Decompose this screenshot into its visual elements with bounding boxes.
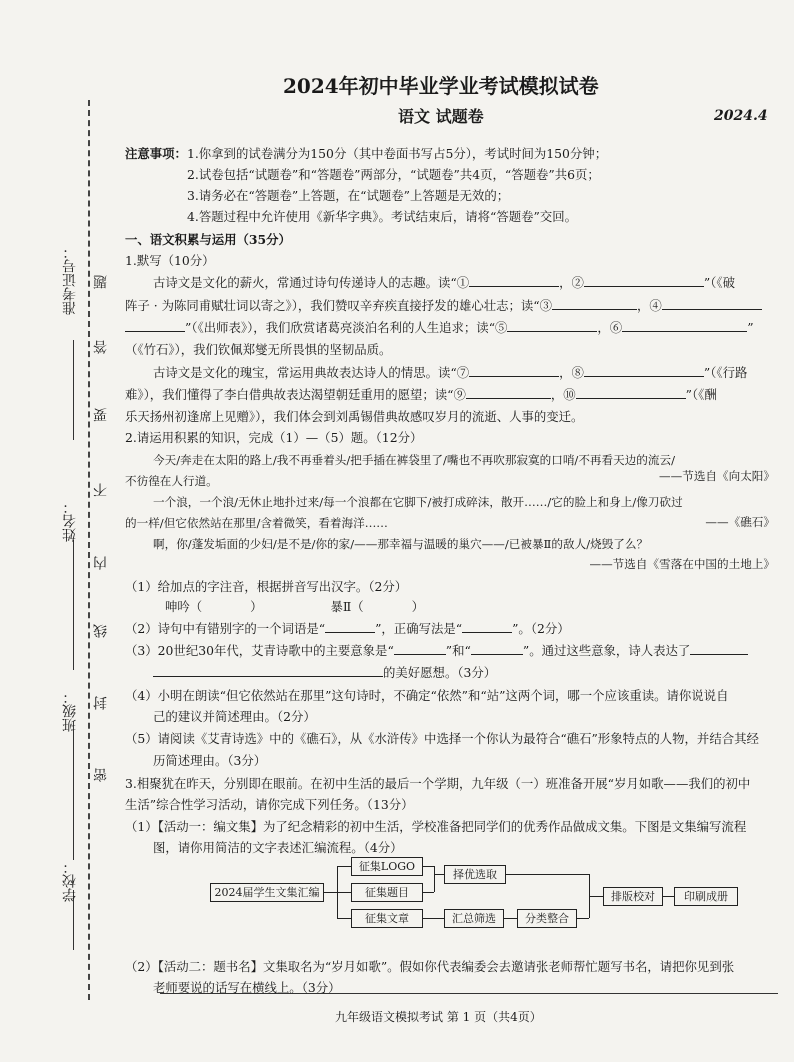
- question-heading: 1.默写（10分）: [125, 253, 215, 268]
- flow-connector: [589, 896, 603, 897]
- flow-proof-box: 排版校对: [603, 887, 663, 906]
- flow-connector: [422, 866, 434, 867]
- dictation-line: 难》），我们懂得了李白借典故表达渴望朝廷重用的愿望；读“⑨ ，⑩ ”（《酬: [125, 387, 717, 402]
- section-heading: 一、语文积累与运用（35分）: [125, 232, 291, 247]
- flow-connector: [337, 866, 351, 867]
- task-line: （1）【活动一：编文集】为了纪念精彩的初中生活，学校准备把同学们的优秀作品做成文集。下图是文集编写流程: [125, 819, 747, 834]
- answer-blank[interactable]: [462, 620, 512, 633]
- dictation-line: （《竹石》），我们钦佩郑燮无所畏惧的坚韧品质。: [125, 342, 392, 357]
- answer-blank[interactable]: [507, 319, 597, 332]
- flow-connector: [337, 918, 351, 919]
- flow-title-box: 征集题目: [351, 883, 423, 902]
- flow-logo-box: 征集LOGO: [351, 857, 423, 876]
- answer-blank[interactable]: [469, 364, 559, 377]
- flow-connector: [576, 918, 589, 919]
- task-line: 老师要说的话写在横线上。（3分）: [153, 980, 341, 995]
- class-label: 班级：: [62, 690, 78, 732]
- flow-connector: [434, 874, 444, 875]
- poem-line: 今天/奔走在太阳的路上/我不再垂着头/把手插在裤袋里了/嘴也不再吹那寂寞的口哨/不再看天边的流云/: [153, 453, 675, 467]
- exam-date: 2024.4: [714, 108, 768, 124]
- seal-char: 题: [93, 275, 109, 289]
- page-footer: 九年级语文模拟考试 第 1 页（共4页）: [335, 1010, 542, 1024]
- answer-blank[interactable]: [325, 620, 375, 633]
- flow-connector: [422, 892, 434, 893]
- seal-dashed-line: [88, 100, 90, 1000]
- flow-classify-box: 分类整合: [517, 909, 577, 928]
- seal-char: 密: [93, 768, 109, 782]
- page-subtitle: 语文 试题卷: [398, 107, 484, 126]
- sub-question: 历简述理由。（3分）: [153, 753, 267, 768]
- flow-connector: [323, 892, 337, 893]
- flow-select-box: 择优选取: [444, 865, 506, 884]
- poem-line: 一个浪，一个浪/无休止地扑过来/每一个浪都在它脚下/被打成碎沫，散开……/它的脸上和身上/像刀砍过: [153, 495, 683, 509]
- answer-blank[interactable]: [125, 319, 185, 332]
- page-title: 2024年初中毕业学业考试模拟试卷: [283, 74, 599, 98]
- class-line: [73, 730, 74, 860]
- compilation-flowchart: [210, 853, 790, 933]
- poem-source: ——节选自《雪落在中国的土地上》: [589, 557, 775, 571]
- question-heading: 生活”综合性学习活动，请你完成下列任务。（13分）: [125, 797, 414, 812]
- answer-blank[interactable]: [584, 364, 704, 377]
- poem-source: ——节选自《向太阳》: [659, 469, 775, 483]
- name-label: 姓名：: [62, 500, 78, 542]
- exam-no-label: 准考证号：: [62, 245, 78, 315]
- sub-question: （1）给加点的字注音，根据拼音写出汉字。（2分）: [125, 579, 408, 594]
- pinyin-item: 呻吟（ ） 暴Ⅱ（ ）: [165, 599, 425, 614]
- seal-char: 答: [93, 340, 109, 354]
- flow-connector: [662, 896, 674, 897]
- name-line: [73, 540, 74, 670]
- sub-question: 的美好愿想。（3分）: [125, 664, 496, 682]
- sub-question: （4）小明在朗读“但它依然站在那里”这句诗时，不确定“依然”和“站”这两个词，哪一个应该重读。请你说说自: [125, 688, 729, 703]
- flow-connector: [422, 918, 444, 919]
- answer-blank[interactable]: [471, 642, 523, 655]
- answer-blank[interactable]: [394, 642, 446, 655]
- flow-article-box: 征集文章: [351, 909, 423, 928]
- notice-item: 2.试卷包括“试题卷”和“答题卷”两部分，“试题卷”共4页，“答题卷”共6页；: [187, 167, 600, 182]
- task-line: 图，请你用简洁的文字表述汇编流程。（4分）: [153, 840, 403, 855]
- flow-print-box: 印刷成册: [674, 887, 738, 906]
- notice-item: 3.请务必在“答题卷”上答题，在“试题卷”上答题是无效的；: [187, 188, 510, 203]
- answer-blank[interactable]: [622, 319, 747, 332]
- poem-line: 啊，你/蓬发垢面的少妇/是不是/你的家/——那幸福与温暖的巢穴——/已被暴Ⅱ的敌人/烧毁了么？: [153, 537, 649, 551]
- answer-blank[interactable]: [662, 297, 762, 310]
- sub-question: （3）20世纪30年代，艾青诗歌中的主要意象是“ ”和“ ”。通过这些意象，诗人表达了: [125, 642, 748, 660]
- answer-blank[interactable]: [469, 274, 559, 287]
- dictation-line: 古诗文是文化的薪火，常通过诗句传递诗人的志趣。读“① ，② ”（《破: [153, 275, 735, 290]
- seal-char: 封: [93, 696, 109, 710]
- seal-char: 线: [93, 624, 109, 638]
- dictation-line: 古诗文是文化的瑰宝，常运用典故表达诗人的情思。读“⑦ ，⑧ ”（《行路: [153, 365, 748, 380]
- flow-connector: [337, 892, 351, 893]
- question-heading: 2.请运用积累的知识，完成（1）—（5）题。（12分）: [125, 430, 423, 445]
- notice-label: 注意事项：: [125, 146, 187, 161]
- flow-root-box: 2024届学生文集汇编: [210, 883, 324, 902]
- dictation-line: ”（《出师表》），我们欣赏诸葛亮淡泊名利的人生追求；读“⑤ ，⑥ ”: [125, 319, 754, 337]
- answer-blank[interactable]: [584, 274, 704, 287]
- sub-question: 己的建议并简述理由。（2分）: [153, 709, 316, 724]
- exam-no-line: [73, 340, 74, 440]
- question-heading: 3.相聚犹在昨天，分别即在眼前。在初中生活的最后一个学期，九年级（一）班准备开展“岁月如歌——我们的初中: [125, 776, 751, 791]
- seal-char: 要: [93, 408, 109, 422]
- task-line: （2）【活动二：题书名】文集取名为“岁月如歌”。假如你代表编委会去邀请张老师帮忙题写书名，请把你见到张: [125, 959, 735, 974]
- flow-connector: [505, 874, 589, 875]
- flow-connector: [434, 866, 435, 892]
- sub-question: （5）请阅读《艾青诗选》中的《礁石》，从《水浒传》中选择一个你认为最符合“礁石”形象特点的人物，并结合其经: [125, 731, 759, 746]
- flow-connector: [503, 918, 517, 919]
- dictation-line: 阵子 · 为陈同甫赋壮词以寄之》），我们赞叹辛弃疾直接抒发的雄心壮志；读“③ ，④: [125, 297, 762, 315]
- answer-blank[interactable]: [153, 664, 383, 677]
- poem-line: 的一样/但它依然站在那里/含着微笑，看着海洋……: [125, 516, 388, 530]
- notice-item: 4.答题过程中允许使用《新华字典》。考试结束后，请将“答题卷”交回。: [187, 209, 578, 224]
- poem-line: 不彷徨在人行道。: [125, 474, 218, 488]
- sub-question: （2）诗句中有错别字的一个词语是“ ”，正确写法是“ ”。（2分）: [125, 621, 570, 636]
- answer-blank[interactable]: [576, 386, 686, 399]
- poem-source: ——《礁石》: [705, 515, 775, 529]
- flow-summary-box: 汇总筛选: [444, 909, 504, 928]
- answer-blank[interactable]: [690, 642, 748, 655]
- dictation-line: 乐天扬州初逢席上见赠》），我们体会到刘禹锡借典故感叹岁月的流逝、人事的变迁。: [125, 409, 584, 424]
- notice-item: 注意事项：1.你拿到的试卷满分为150分（其中卷面书写占5分），考试时间为150分钟；: [125, 146, 608, 161]
- seal-char: 不: [93, 483, 109, 497]
- school-label: 学校：: [62, 860, 78, 902]
- footer-divider: [160, 993, 778, 994]
- answer-blank[interactable]: [466, 386, 551, 399]
- answer-blank[interactable]: [552, 297, 637, 310]
- seal-char: 内: [93, 556, 109, 570]
